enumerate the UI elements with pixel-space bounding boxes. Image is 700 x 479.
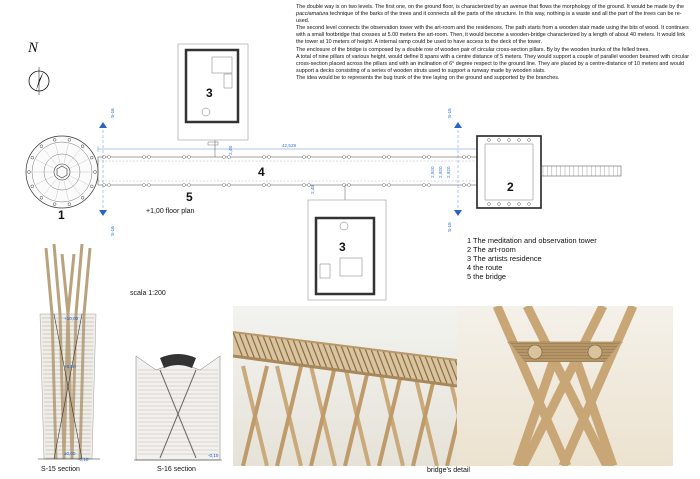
pillar-mark bbox=[40, 196, 43, 199]
section-marker-s16 bbox=[99, 108, 115, 236]
label-bridge: 5 bbox=[186, 190, 193, 204]
dimension-length: 42,529 bbox=[282, 143, 297, 148]
pillar-mark bbox=[423, 156, 426, 159]
bridge-detail-caption: bridge's detail bbox=[427, 467, 470, 474]
emphasized-term: pacciamatura bbox=[296, 11, 329, 18]
column-mark bbox=[498, 139, 501, 142]
pillar-mark bbox=[31, 185, 34, 188]
column-mark bbox=[528, 139, 531, 142]
pillar-mark bbox=[188, 156, 191, 159]
dimension-label: 2,920 bbox=[430, 166, 435, 178]
legend-item: 3 The artists residence bbox=[467, 254, 542, 263]
pole bbox=[54, 244, 60, 314]
pillar-mark bbox=[183, 156, 186, 159]
pillar-mark bbox=[81, 196, 84, 199]
description-paragraph: The idea would be to represents the bug trunk of the tree laying on the ground and supported by the branches. bbox=[296, 74, 560, 81]
legend-item: 4 the route bbox=[467, 263, 503, 272]
label-art-room: 2 bbox=[507, 180, 514, 194]
pillar-mark bbox=[188, 184, 191, 187]
pillar-mark bbox=[428, 184, 431, 187]
pillar-mark bbox=[148, 184, 151, 187]
pillar-mark bbox=[31, 156, 34, 159]
tower-plan bbox=[26, 136, 98, 208]
legend bbox=[467, 236, 597, 281]
pillar-mark bbox=[383, 156, 386, 159]
pillar-mark bbox=[463, 184, 466, 187]
label-residence-top: 3 bbox=[206, 86, 213, 100]
dimension-label: 2,48 bbox=[310, 185, 315, 194]
pillar-mark bbox=[303, 156, 306, 159]
pillar-mark bbox=[308, 156, 311, 159]
pillar-mark bbox=[268, 184, 271, 187]
pillar-mark bbox=[423, 184, 426, 187]
pillar-mark bbox=[263, 156, 266, 159]
pillar-mark bbox=[28, 171, 31, 174]
pillar-mark bbox=[263, 184, 266, 187]
pillar-mark bbox=[53, 138, 56, 141]
section-s15-caption: S-15 section bbox=[41, 466, 80, 473]
pole bbox=[68, 254, 74, 314]
column-mark bbox=[518, 139, 521, 142]
pillar-mark bbox=[223, 156, 226, 159]
description-paragraph: The double way is on two levels. The first one, on the ground floor, is characterized by an avenue that flows the morphology of the ground. It would be made by the pacciamatura technique of the barks of the trees and it connects all the parts of the structure. In this way, nothing is a waste and all the part of the trees can be re-used. bbox=[296, 4, 684, 25]
pillar-mark bbox=[468, 156, 471, 159]
section-s15-drawing bbox=[28, 244, 110, 464]
residence-top-plan bbox=[178, 44, 248, 145]
dimension-label: 2,48 bbox=[228, 146, 233, 155]
pillar-mark bbox=[90, 156, 93, 159]
pillar-mark bbox=[468, 184, 471, 187]
pillar-mark bbox=[383, 184, 386, 187]
label-route: 4 bbox=[258, 165, 265, 179]
pole bbox=[62, 254, 68, 314]
pillar-mark bbox=[463, 156, 466, 159]
column-mark bbox=[508, 139, 511, 142]
description-paragraph: The second level connects the observation tower with the art-room and the residences. The path starts from a wooden stair made using the bits of wood. It continues with a small footbridge that crosses at 5.00 meters the art-room. Then, it would become a wooden-bridge characterized by a length of about 40 meters. It would link the tower at 10 meters of height. A internal ramp could be used to have access to the deck of the tower. bbox=[296, 25, 689, 46]
pillar-mark bbox=[81, 145, 84, 148]
legend-item: 5 the bridge bbox=[467, 272, 507, 281]
pillar-mark bbox=[223, 184, 226, 187]
floor-plan-label: +1,00 floor plan bbox=[146, 208, 195, 215]
label-residence-bottom: 3 bbox=[339, 240, 346, 254]
column-mark bbox=[528, 203, 531, 206]
description-paragraph: The enclosure of the bridge is composed by a double row of wooden pair of circular cross-section pillars. By by the wooden trunks of the felled trees. bbox=[296, 46, 650, 53]
bridge-render bbox=[233, 306, 457, 466]
section-label-s15-bottom: S-15 bbox=[447, 222, 452, 232]
level-label: ±0,00 bbox=[64, 451, 76, 456]
pole bbox=[84, 248, 90, 314]
level-label: -0,10 bbox=[208, 453, 219, 458]
legend-item: 2 The art-room bbox=[467, 245, 516, 254]
pole bbox=[76, 244, 82, 314]
pillar-mark bbox=[143, 184, 146, 187]
pillar-mark bbox=[348, 184, 351, 187]
pillar-mark bbox=[53, 203, 56, 206]
column-mark bbox=[488, 203, 491, 206]
pillar-mark bbox=[303, 184, 306, 187]
pillar-mark bbox=[228, 184, 231, 187]
level-label: +5,00 bbox=[64, 364, 76, 369]
column-mark bbox=[518, 203, 521, 206]
section-s16-drawing bbox=[130, 340, 226, 464]
pillar-mark bbox=[143, 156, 146, 159]
residence-bottom-plan bbox=[308, 200, 386, 300]
section-label-s16-top: S-16 bbox=[110, 108, 115, 118]
pillar-mark bbox=[108, 184, 111, 187]
pillar-mark bbox=[108, 156, 111, 159]
dimension-label: 2,920 bbox=[446, 166, 451, 178]
pillar-mark bbox=[40, 145, 43, 148]
pillar-mark bbox=[90, 185, 93, 188]
level-label: +10,00 bbox=[64, 316, 79, 321]
pillar-mark bbox=[268, 156, 271, 159]
bridge-detail-render bbox=[457, 306, 673, 466]
section-label-s16-bottom: S-16 bbox=[110, 226, 115, 236]
column-mark bbox=[488, 139, 491, 142]
pillar-mark bbox=[348, 156, 351, 159]
label-tower: 1 bbox=[58, 208, 65, 222]
pillar-mark bbox=[148, 156, 151, 159]
pillar-mark bbox=[428, 156, 431, 159]
pillar-mark bbox=[343, 156, 346, 159]
scale-label: scala 1:200 bbox=[130, 290, 166, 297]
legend-item: 1 The meditation and observation tower bbox=[467, 236, 597, 245]
pillar-mark bbox=[388, 156, 391, 159]
pillar-mark bbox=[388, 184, 391, 187]
pillar-mark bbox=[68, 138, 71, 141]
pillar-mark bbox=[183, 184, 186, 187]
pole bbox=[46, 248, 52, 314]
art-room-plan bbox=[477, 136, 621, 208]
column-mark bbox=[508, 203, 511, 206]
north-label: N bbox=[28, 40, 39, 56]
pillar-mark bbox=[68, 203, 71, 206]
column-mark bbox=[498, 203, 501, 206]
section-label-s15-top: S-15 bbox=[447, 108, 452, 118]
level-label: -0,10 bbox=[78, 457, 89, 462]
pillar-mark bbox=[94, 171, 97, 174]
description-paragraph: A total of nine pillars of various height, would define 8 spans with a centre distance of 5 meters. They would support a couple of parallel wooden beamed with circular cross-section placed across the pillars and with an inclination of 6° degree respect to the ground line. They are placed by a centre-distance of 10 meters and would support a decks consisting of a series of wooden struts used to support a runway made by wooden slats. bbox=[296, 53, 690, 74]
section-s16-caption: S-16 section bbox=[157, 466, 196, 473]
dimension-label: 2,920 bbox=[438, 166, 443, 178]
